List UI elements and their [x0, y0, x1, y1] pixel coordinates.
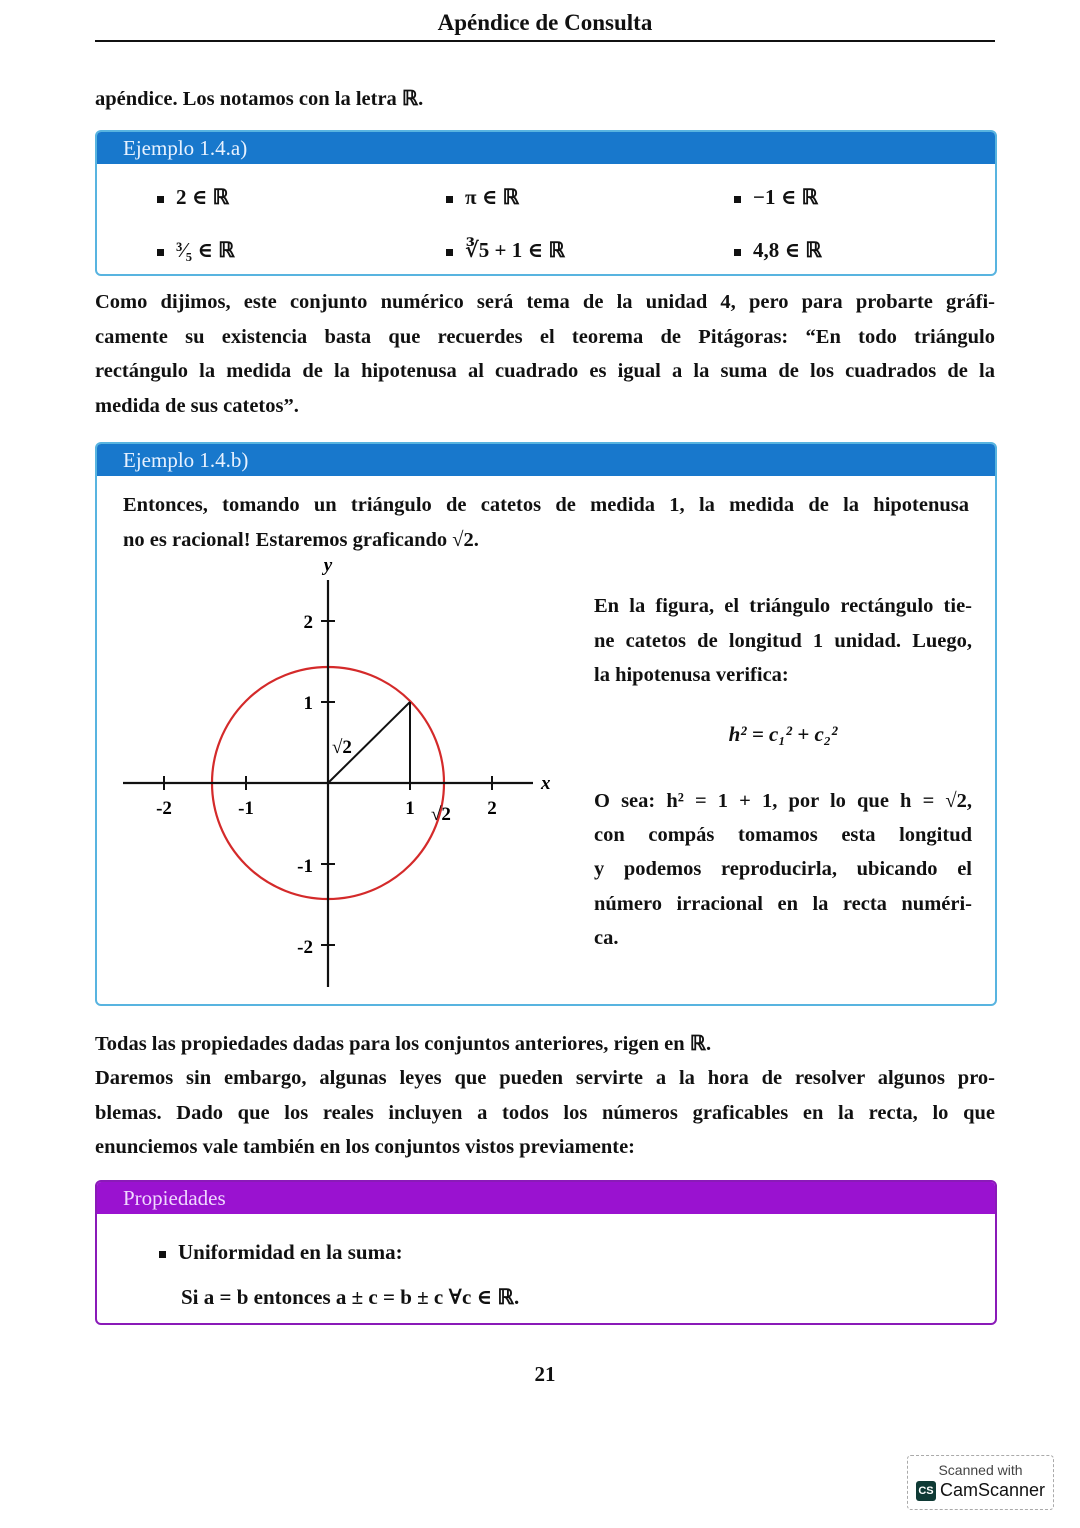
x-tick-label: -1 — [238, 798, 254, 819]
paragraph-line: Daremos sin embargo, algunas leyes que pueden servirte a la hora de resolver algunos pro- — [95, 1067, 995, 1089]
properties-title: Propiedades — [97, 1182, 995, 1214]
hypotenuse-label: √2 — [332, 737, 352, 758]
paragraph-line: Todas las propiedades dadas para los conjuntos anteriores, rigen en ℝ. — [95, 1033, 712, 1055]
y-tick-label: -1 — [297, 856, 313, 877]
property-item-text: Si a = b entonces a ± c = b ± c ∀c ∈ ℝ. — [181, 1285, 520, 1309]
figure-description-line: O sea: h² = 1 + 1, por lo que h = √2, — [594, 790, 972, 812]
figure-description-line: ca. — [594, 927, 619, 949]
figure-description-line: la hipotenusa verifica: — [594, 664, 789, 686]
figure-description-line: y podemos reproducirla, ubicando el — [594, 858, 972, 880]
example-item: 4,8 ∈ ℝ — [734, 237, 822, 263]
page-number: 21 — [534, 1362, 556, 1386]
property-item-title: Uniformidad en la suma: — [159, 1240, 403, 1265]
example-a-title: Ejemplo 1.4.a) — [97, 132, 995, 164]
x-axis-label: x — [541, 773, 551, 794]
figure-description-line: En la figura, el triángulo rectángulo tie- — [594, 595, 972, 617]
y-tick-label: -2 — [297, 937, 313, 958]
watermark-line1: Scanned with — [938, 1462, 1023, 1478]
paragraph-line: camente su existencia basta que recuerdes el teorema de Pitágoras: “En todo triángulo — [95, 326, 995, 348]
paragraph-line: Como dijimos, este conjunto numérico será tema de la unidad 4, pero para probarte gráfi- — [95, 291, 995, 313]
example-item: π ∈ ℝ — [446, 184, 519, 210]
example-b-title: Ejemplo 1.4.b) — [97, 444, 995, 476]
example-b-intro-line: no es racional! Estaremos graficando √2. — [123, 529, 479, 551]
paragraph-line: rectángulo la medida de la hipotenusa al cuadrado es igual a la suma de los cuadrados de la — [95, 360, 995, 382]
sqrt2-axis-label: √2 — [431, 804, 451, 825]
example-item: ∛5 + 1 ∈ ℝ — [446, 237, 565, 263]
example-item: −1 ∈ ℝ — [734, 184, 818, 210]
figure-description-line: ne catetos de longitud 1 unidad. Luego, — [594, 630, 972, 652]
figure-description-line: con compás tomamos esta longitud — [594, 824, 972, 846]
figure-description-line: número irracional en la recta numéri- — [594, 893, 972, 915]
y-tick-label: 2 — [303, 612, 313, 633]
y-tick-label: 1 — [303, 693, 313, 714]
intro-line: apéndice. Los notamos con la letra ℝ. — [95, 88, 424, 110]
watermark-line2: CamScanner — [939, 1480, 1046, 1500]
x-tick-label: 2 — [487, 798, 497, 819]
paragraph-line: blemas. Dado que los reales incluyen a todos los números graficables en la recta, lo que — [95, 1102, 995, 1124]
paragraph-line: medida de sus catetos”. — [95, 395, 299, 417]
camscanner-watermark — [907, 1455, 1054, 1510]
properties-box — [95, 1180, 997, 1325]
paragraph-line: enunciemos vale también en los conjuntos vistos previamente: — [95, 1136, 636, 1158]
example-b-intro-line: Entonces, tomando un triángulo de catetos de medida 1, la medida de la hipotenusa — [123, 494, 969, 516]
camscanner-logo-icon: CS — [916, 1481, 936, 1501]
example-item: ³⁄₅ ∈ ℝ — [157, 237, 235, 263]
pythagoras-formula: h² = c₁² + c₂² — [728, 722, 838, 746]
x-tick-label: 1 — [405, 798, 415, 819]
example-item: 2 ∈ ℝ — [157, 184, 229, 210]
page-header-title: Apéndice de Consulta — [437, 10, 653, 35]
x-tick-label: -2 — [156, 798, 172, 819]
y-axis-label: y — [323, 555, 333, 576]
